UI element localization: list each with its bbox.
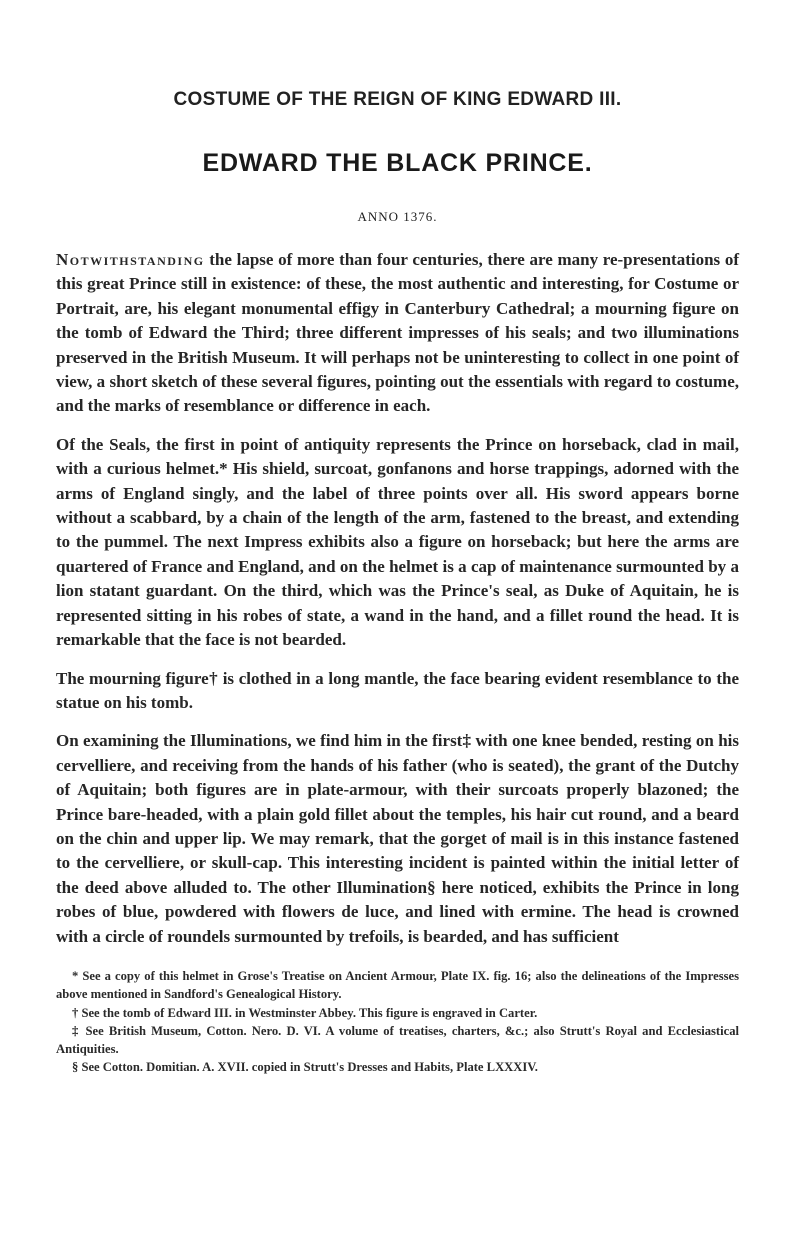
paragraph-2: Of the Seals, the first in point of antiquity represents the Prince on horseback, clad in mail, with a curious helmet.* His shield, surcoat, gonfanons and horse trappings, adorned with the arms of England singly, and the label of three points over all. His sword appears borne without a scabbard, by a chain of the length of the arm, fastened to the breast, and extending to the pummel. The next Impress exhibits also a figure on horseback; but here the arms are quartered of France and England, and on the helmet is a cap of maintenance surmounted by a lion statant guardant. On the third, which was the Prince's seal, as Duke of Aquitain, he is represented sitting in his robes of state, a wand in the hand, and a fillet round the head. It is remarkable that the face is not bearded. — [56, 434, 739, 650]
paragraph-1 — [56, 248, 739, 419]
chapter-title: EDWARD THE BLACK PRINCE. — [202, 149, 593, 177]
footnotes — [56, 967, 739, 1077]
running-head: COSTUME OF THE REIGN OF KING EDWARD III. — [173, 89, 622, 110]
footnote-1: * See a copy of this helmet in Grose's Treatise on Ancient Armour, Plate IX. fig. 16; also the delineations of the Impresses above mentioned in Sandford's Genealogical History. — [56, 968, 739, 1002]
paragraph-3: The mourning figure† is clothed in a long mantle, the face bearing evident resemblance to the statue on his tomb. — [56, 668, 739, 712]
paragraph-1-rest: the lapse of more than four centuries, there are many re-presentations of this great Prince still in existence: of these, the most authentic and interesting, for Costume or Portrait, are, his elegant monumental effigy in Canterbury Cathedral; a mourning figure on the tomb of Edward the Third; three different impresses of his seals; and two illuminations preserved in the British Museum. It will perhaps not be uninteresting to collect in one point of view, a short sketch of these several figures, pointing out the essentials with regard to costume, and the marks of resemblance or difference in each. — [56, 250, 739, 416]
paragraph-4: On examining the Illuminations, we find him in the first‡ with one knee bended, resting on his cervelliere, and receiving from the hands of his father (who is seated), the grant of the Dutchy of Aquitain; both figures are in plate-armour, with their surcoats properly blazoned; the Prince bare-headed, with a plain gold fillet about the temples, his hair cut round, and a beard on the chin and upper lip. We may remark, that the gorget of mail is in this instance fastened to the cervelliere, or skull-cap. This interesting incident is painted within the initial letter of the deed above alluded to. The other Illumination§ here noticed, exhibits the Prince in long robes of blue, powdered with flowers de luce, and lined with ermine. The head is crowned with a circle of roundels surmounted by trefoils, is bearded, and has sufficient — [56, 731, 739, 946]
body-text — [56, 248, 739, 949]
anno-date: ANNO 1376. — [357, 209, 438, 224]
footnote-4: § See Cotton. Domitian. A. XVII. copied in Strutt's Dresses and Habits, Plate LXXXIV. — [72, 1060, 538, 1075]
footnote-2: † See the tomb of Edward III. in Westminster Abbey. This figure is engraved in Carter. — [72, 1005, 538, 1020]
paragraph-1-lead: Notwithstanding — [56, 250, 205, 269]
book-page — [56, 88, 739, 1077]
footnote-3: ‡ See British Museum, Cotton. Nero. D. VI. A volume of treatises, charters, &c.; also Strutt's Royal and Ecclesiastical Antiquities. — [56, 1023, 739, 1057]
